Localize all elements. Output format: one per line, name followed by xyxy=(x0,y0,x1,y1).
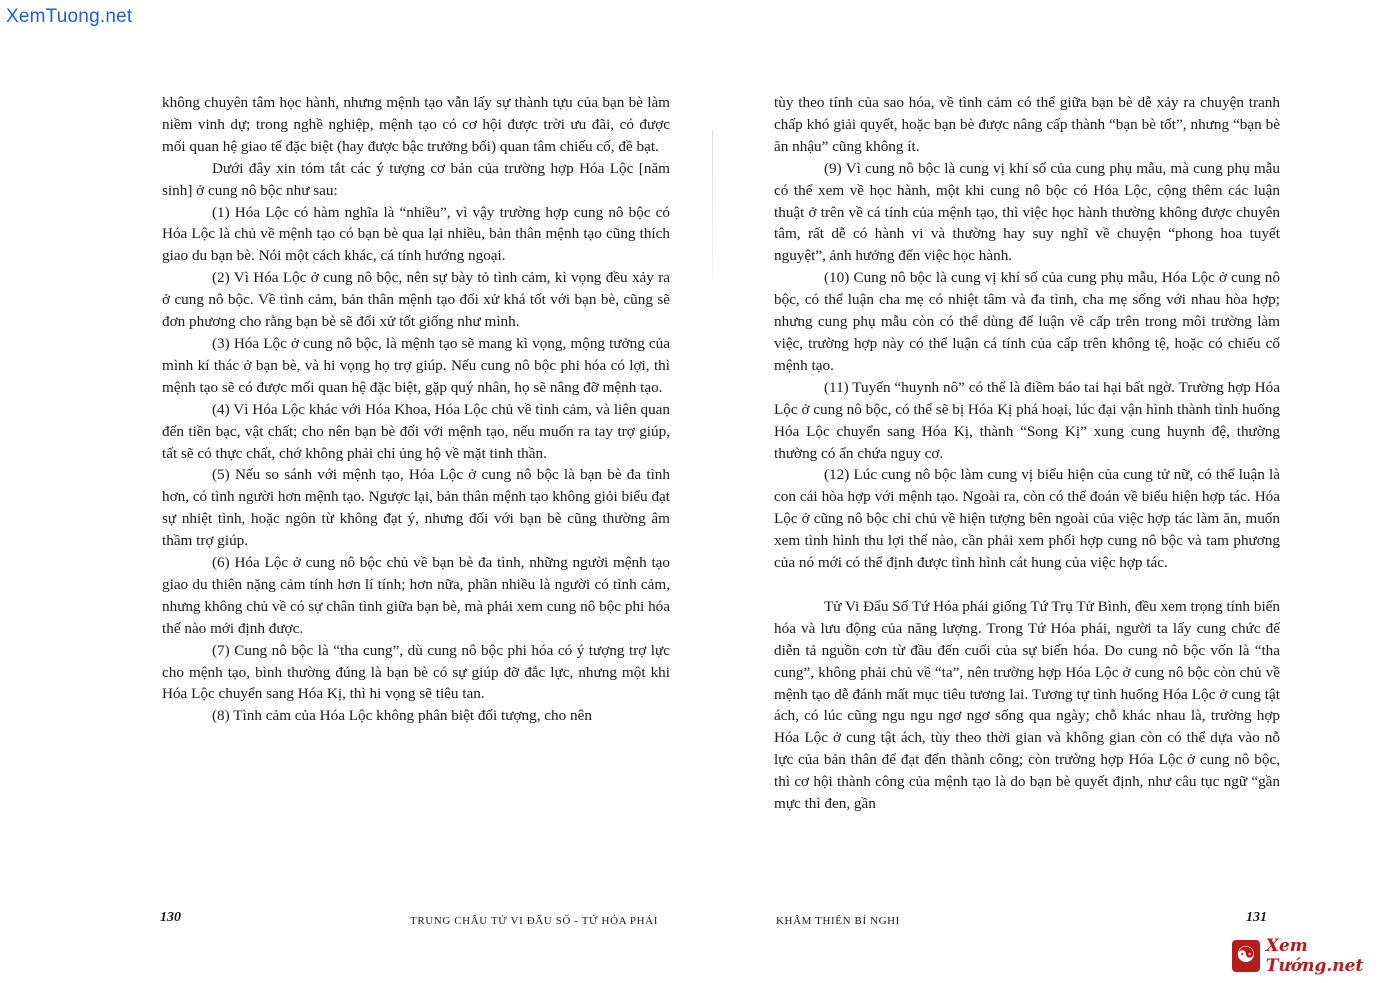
right-page-number: 131 xyxy=(1246,910,1267,925)
watermark-text: Xem Tướng.net xyxy=(1265,936,1364,976)
paragraph: (4) Vì Hóa Lộc khác với Hóa Khoa, Hóa Lộc chủ về tình cảm, và liên quan đến tiền bạc, vật chất; cho nên bạn bè đối với mệnh tạo, nếu muốn ra tay trợ giúp, tất sẽ có thực chất, chớ không phải chỉ ủng hộ về mặt tinh thần. xyxy=(162,400,670,462)
paragraph: (9) Vì cung nô bộc là cung vị khí số của cung phụ mẫu, mà cung phụ mẫu có thể xem về học hành, một khi cung nô bộc có Hóa Lộc, cộng thêm các luận thuật ở trên về cá tính của mệnh tạo, thì việc học hành thường không được chuyên tâm, rất dễ có hành vi và thường hay suy nghĩ về chuyện “phong hoa tuyết nguyệt”, ảnh hưởng đến việc học hành. xyxy=(774,159,1280,265)
paragraph: (6) Hóa Lộc ở cung nô bộc chủ về bạn bè đa tình, những người mệnh tạo giao du thiên nặng cảm tính hơn lí tính; hơn nữa, phần nhiều là người có tình cảm, nhưng không chủ về có sự chân tình giữa bạn bè, mà phải xem cung nô bộc phi hóa thế nào mới định được. xyxy=(162,554,670,637)
paragraph: tùy theo tính của sao hóa, về tình cảm có thể giữa bạn bè dễ xảy ra chuyện tranh chấp khó giải quyết, hoặc bạn bè được nâng cấp thành “bạn bè tốt”, nhưng “bạn bè ăn nhậu” cũng không ít. xyxy=(774,94,1280,155)
yin-yang-logo-icon: ☯ xyxy=(1232,940,1260,972)
paragraph: Tử Vi Đẩu Số Tứ Hóa phái giống Tứ Trụ Tử Bình, đều xem trọng tính biến hóa và lưu động của năng lượng. Trong Tứ Hóa phái, người ta lấy cung chức để diễn tả nguồn cơn từ đầu đến cuối của sự biến hóa. Do cung nô bộc vốn là “tha cung”, không phải chủ về “ta”, nên trường hợp Hóa Lộc ở cung nô bộc còn chủ về mệnh tạo dễ đánh mất mục tiêu tương lai. Tương tự tình huống Hóa Lộc ở cung tật ách, có lúc cũng ngu ngu ngơ ngơ sống qua ngày; chỗ khác nhau là, trường hợp Hóa Lộc ở cung tật ách, tùy theo thời gian và không gian còn có thể dựa vào nỗ lực của bản thân để đạt đến thành công; còn trường hợp Hóa Lộc ở cung nô bộc, thì cơ hội thành công của mệnh tạo là do bạn bè quyết định, như câu tục ngữ “gần mực thì đen, gần xyxy=(774,597,1280,813)
paragraph: (12) Lúc cung nô bộc làm cung vị biểu hiện của cung tử nữ, có thể luận là con cái hòa hợp với mệnh tạo. Ngoài ra, còn có thể đoán về biểu hiện hợp tác. Hóa Lộc ở cũng nô bộc chỉ chủ về hiện tượng bên ngoài của việc hợp tác làm ăn, muốn xem tình hình thu lợi thế nào, cần phải xem phối hợp cung nô bộc và tam phương của nó mới có thể định được tình hình cát hung của việc hợp tác. xyxy=(774,466,1280,572)
paragraph: (8) Tình cảm của Hóa Lộc không phân biệt đối tượng, cho nên xyxy=(212,707,592,725)
paragraph: (1) Hóa Lộc có hàm nghĩa là “nhiều”, vì vậy trường hợp cung nô bộc có Hóa Lộc là chủ về mệnh tạo có bạn bè qua lại nhiều, bản thân mệnh tạo cũng thích giao du bạn bè. Nói một cách khác, cá tính hướng ngoại. xyxy=(162,203,670,265)
site-brand-link[interactable]: XemTuong.net xyxy=(6,6,133,27)
page-spine-shadow xyxy=(712,130,713,280)
left-page-number: 130 xyxy=(160,910,181,925)
paragraph: Dưới đây xin tóm tắt các ý tượng cơ bản của trường hợp Hóa Lộc [năm sinh] ở cung nô bộc như sau: xyxy=(162,159,670,199)
left-running-head: TRUNG CHÂU TỬ VI ĐẨU SỐ - TỨ HÓA PHÁI xyxy=(410,915,658,927)
right-running-head: KHÂM THIÊN BÍ NGHI xyxy=(776,915,900,927)
paragraph: (10) Cung nô bộc là cung vị khí số của cung phụ mẫu, Hóa Lộc ở cung nô bộc, có thể luận cha mẹ có nhiệt tâm và đa tình, cha mẹ sống với nhau hòa hợp; nhưng cung phụ mẫu còn có thể dùng để luận về cấp trên trong môi trường làm việc, trường hợp này có thể luận cá tính của cấp trên không tệ, hoặc có chiếu cố mệnh tạo. xyxy=(774,269,1280,374)
right-page-body xyxy=(774,92,1280,815)
paragraph: không chuyên tâm học hành, nhưng mệnh tạo vẫn lấy sự thành tựu của bạn bè làm niềm vinh dự; trong nghề nghiệp, mệnh tạo có cơ hội được trời ưu đãi, có được mối quan hệ giao tế đặc biệt (hay được bậc trưởng bối) quan tâm chiếu cố, đề bạt. xyxy=(162,94,670,155)
paragraph: (7) Cung nô bộc là “tha cung”, dù cung nô bộc phi hóa có ý tượng trợ lực cho mệnh tạo, bình thường đúng là bạn bè có sự giúp đỡ đắc lực, nhưng một khi Hóa Lộc chuyển sang Hóa Kị, thì hi vọng sẽ tiêu tan. xyxy=(162,641,670,703)
paragraph: (5) Nếu so sánh với mệnh tạo, Hóa Lộc ở cung nô bộc là bạn bè đa tình hơn, có tình người hơn mệnh tạo. Ngược lại, bản thân mệnh tạo không giỏi biểu đạt sự nhiệt tình, hoặc ngôn từ không đạt ý, nhưng đối với bạn bè cũng thường âm thầm trợ giúp. xyxy=(162,466,670,550)
paragraph: (11) Tuyến “huynh nô” có thể là điềm báo tai hại bất ngờ. Trường hợp Hóa Lộc ở cung nô bộc, có thể sẽ bị Hóa Kị phá hoại, lúc đại vận hình thành tình huống Hóa Lộc chuyển sang Hóa Kị, thành “Song Kị” xung cung huynh đệ, thường thường có ẩn chứa nguy cơ. xyxy=(774,378,1280,462)
paragraph: (3) Hóa Lộc ở cung nô bộc, là mệnh tạo sẽ mang kì vọng, mộng tưởng của mình kí thác ở bạn bè, và hi vọng họ trợ giúp. Nếu cung nô bộc phi hóa có lợi, thì mệnh tạo sẽ có được mối quan hệ đặc biệt, gặp quý nhân, họ sẽ nâng đỡ mệnh tạo. xyxy=(162,334,670,396)
paragraph: (2) Vì Hóa Lộc ở cung nô bộc, nên sự bày tỏ tình cảm, kì vọng đều xảy ra ở cung nô bộc. Về tình cảm, bản thân mệnh tạo đối xử khá tốt với bạn bè, cũng sẽ đơn phương cho rằng bạn bè sẽ đối xử tốt giống như mình. xyxy=(162,269,670,331)
watermark xyxy=(1232,936,1392,976)
section-gap xyxy=(774,574,1280,596)
left-page-body xyxy=(162,92,670,727)
